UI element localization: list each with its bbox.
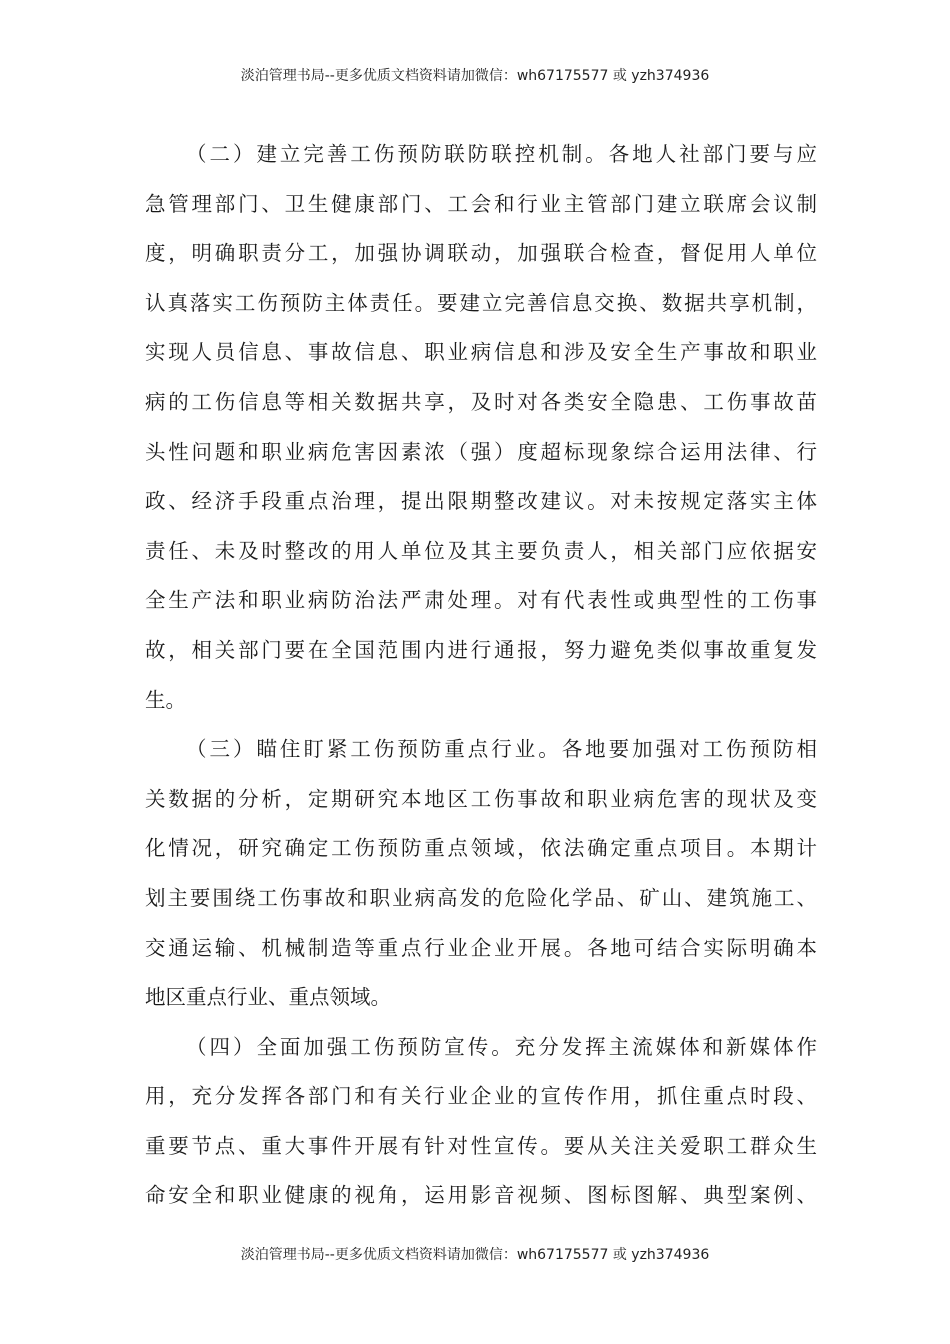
text-line: 责任、未及时整改的用人单位及其主要负责人，相关部门应依据安 xyxy=(145,538,817,563)
text-line: 命安全和职业健康的视角，运用影音视频、图标图解、典型案例、 xyxy=(145,1183,817,1208)
body-text xyxy=(145,130,817,1221)
text-line: 认真落实工伤预防主体责任。要建立完善信息交换、数据共享机制， xyxy=(145,290,817,315)
text-line: （三）瞄住盯紧工伤预防重点行业。各地要加强对工伤预防相 xyxy=(186,737,817,762)
page-footer: 淡泊管理书局--更多优质文档资料请加微信：wh67175577 或 yzh374936 xyxy=(240,1247,710,1263)
text-line: 关数据的分析，定期研究本地区工伤事故和职业病危害的现状及变 xyxy=(145,786,817,811)
text-line: 交通运输、机械制造等重点行业企业开展。各地可结合实际明确本 xyxy=(145,935,817,960)
text-line: 病的工伤信息等相关数据共享，及时对各类安全隐患、工伤事故苗 xyxy=(145,389,817,414)
text-line: 重要节点、重大事件开展有针对性宣传。要从关注关爱职工群众生 xyxy=(145,1133,817,1158)
text-line: 地区重点行业、重点领域。 xyxy=(145,985,391,1010)
text-line: 故，相关部门要在全国范围内进行通报，努力避免类似事故重复发 xyxy=(145,637,817,662)
text-line: 化情况，研究确定工伤预防重点领域，依法确定重点项目。本期计 xyxy=(145,836,817,861)
text-line: 用，充分发挥各部门和有关行业企业的宣传作用，抓住重点时段、 xyxy=(145,1084,817,1109)
text-line: 生。 xyxy=(145,687,186,712)
text-line: 全生产法和职业病防治法严肃处理。对有代表性或典型性的工伤事 xyxy=(145,588,817,613)
text-line: 划主要围绕工伤事故和职业病高发的危险化学品、矿山、建筑施工、 xyxy=(145,885,817,910)
text-line: 实现人员信息、事故信息、职业病信息和涉及安全生产事故和职业 xyxy=(145,340,817,365)
text-line: （二）建立完善工伤预防联防联控机制。各地人社部门要与应 xyxy=(186,142,817,166)
page-header: 淡泊管理书局--更多优质文档资料请加微信：wh67175577 或 yzh374936 xyxy=(240,68,710,84)
text-line: 头性问题和职业病危害因素浓（强）度超标现象综合运用法律、行 xyxy=(145,439,817,464)
text-line: 度，明确职责分工，加强协调联动，加强联合检查，督促用人单位 xyxy=(145,241,817,266)
text-line: 急管理部门、卫生健康部门、工会和行业主管部门建立联席会议制 xyxy=(145,191,817,216)
text-line: 政、经济手段重点治理，提出限期整改建议。对未按规定落实主体 xyxy=(145,489,817,514)
text-line: （四）全面加强工伤预防宣传。充分发挥主流媒体和新媒体作 xyxy=(186,1034,817,1059)
